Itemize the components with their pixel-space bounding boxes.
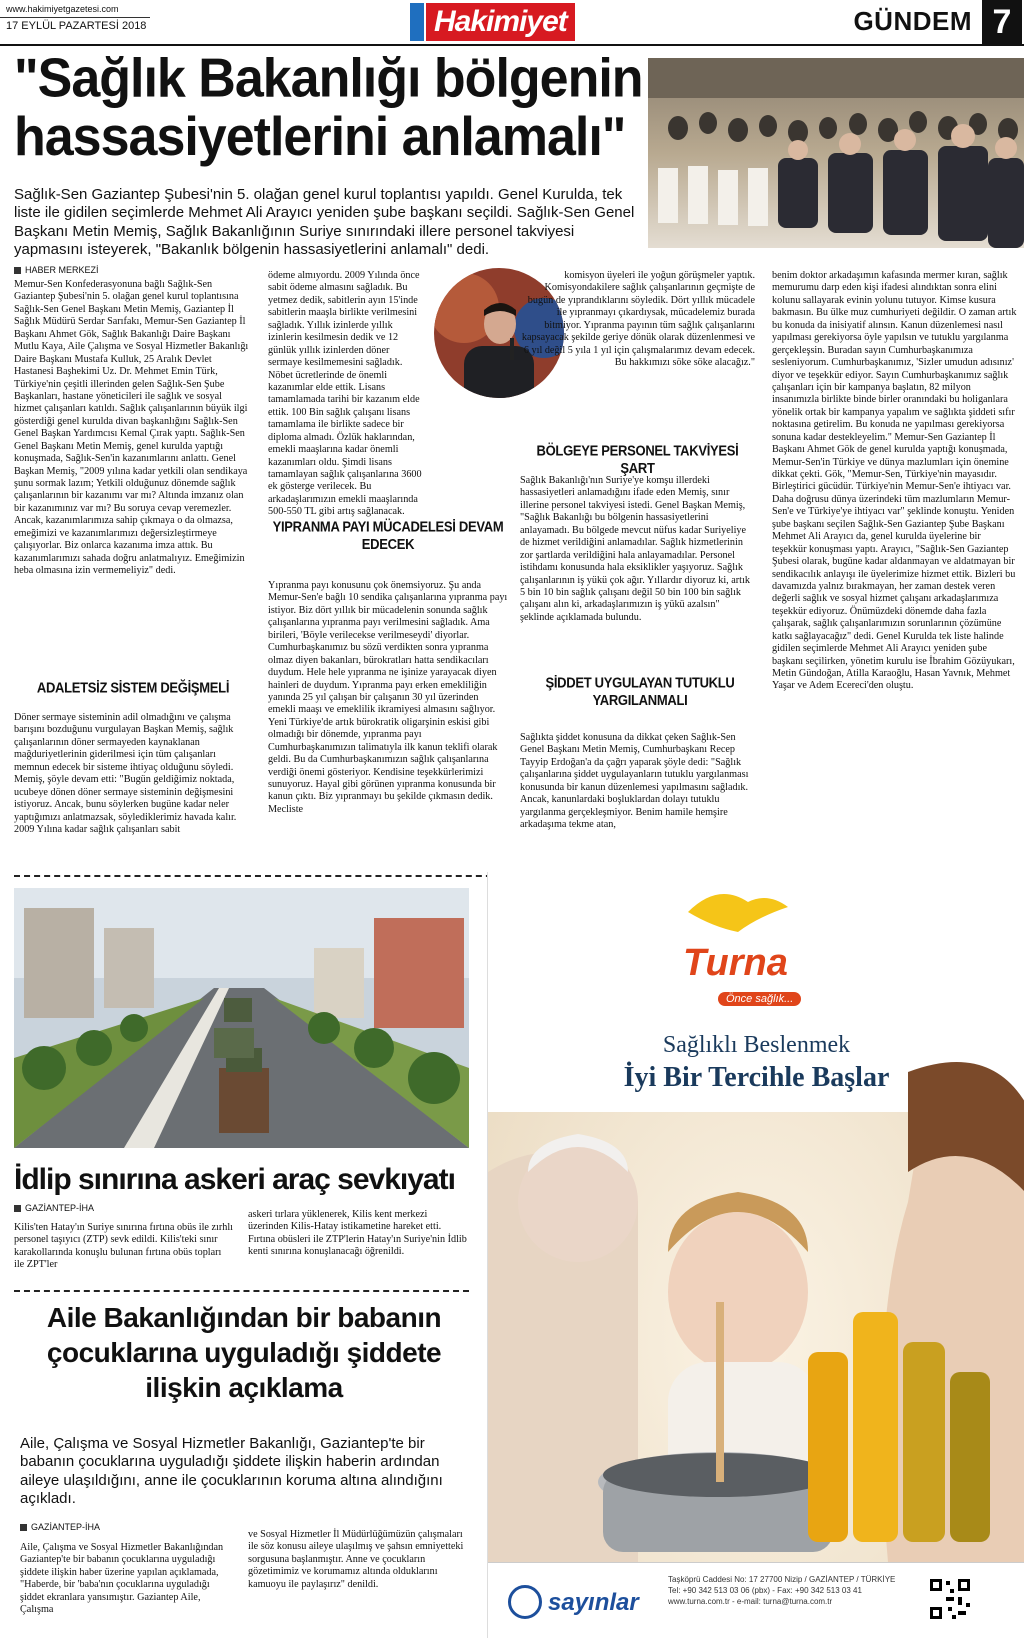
qr-code-icon[interactable] [928,1577,972,1621]
article1-col3a-text: komisyon üyeleri ile yoğun görüşmeler yaptık. Komisyondakilere sağlık çalışanlarının geçmişte de bugün de yıprandıklarını söyledik. Dört yıllık mücadele ile yıpranmayı çıkardıysak, mücadelemiz burada bitmiyor. Yıpranma payının tüm sağlık çalışanlarını kapsayacak şekilde geriye dönük olarak düzenlenmesi ve 6 yıl değil 5 yıla 1 yıl için çalışmalarımız devam edecek. Bu hakkımızı söke söke alacağız." [521,270,755,369]
byline-text: GAZİANTEP-İHA [31,1522,101,1532]
article1-col4-text: benim doktor arkadaşımın kafasında mermer kıran, sağlık memurumu darp eden kişi ifadesi alındıktan sonra elini kolunu sallayarak evinin yolunu tutuyor. Kimse kusura bakmasın. Bu ülke muz cumhuriyeti değildir. O zaman artık bu konuda da inisiyatif alınsın. Kanun düzenlemesi nasıl yapılması gerekiyorsa öyle yapılsın ve tutuklu yargılanma gerçekleşsin. Buradan sayın Cumhurbaşkanımıza sesleniyorum. Cumhurbaşkanımız, 'Sizler umudun adısınız' diyor ve teşekkür ediyor. Sayın Cumhurbaşkanımız sağlık çalışanları için bir kampanya başlatın, 82 milyon insanımızla birlikte binde birler oranındaki bu holiganlara yönelik ortak bir kampanya yapalım ve sağlıkta şiddeti sıfır noktasına getirelim. Bu konuda ne yapılması gerekiyorsa sonuna kadar destekleyelim." Memur-Sen Gaziantep İl Başkanı Ahmet Gök de genel kurulda yaptığı konuşmada, Memur-Sen'in Türkiye ve dünya mazlumları için önemine dikkat çekti. Gök, "Memur-Sen, Türkiye'nin mayasıdır. Birleştirici gücüdür. Türkiye'nin Memur-Sen'e ihtiyacı var. Daha doğrusu dünya üzerindeki tüm mazlumların Memur-Sen'e ve Türkiye'ye ihtiyacı var" şeklinde konuştu. Yeniden şube başkanı seçilen Sağlık-Sen Gaziantep Şube Başkanı Mehmet Ali Arayıcı da, genel kurulda üyelerine bir teşekkür konuşması yaptı. Arayıcı, "Sağlık-Sen Gaziantep Şubesi olarak, bugüne kadar aldanmayan ve aldatmayan bir sendikacılık anlayışı ile üyelerimize hizmet ettik. Bizleri bu davamızda yalnız bırakmayan, her zaman destek veren değerli sağlık ve sosyal hizmet çalışanı arkadaşlarımıza teşekkür ediyoruz. Önümüzdeki dönemde daha fazla çalışarak, sağlık çalışanlarımızın sorunlarının çözümüne katkı sağlayacağız" dedi. Genel Kurulda tek liste halinde gidilen seçimlerde Mehmet Ali Arayıcı yeniden şube başkanı seçilirken, yönetim kurulu ise İbrahim Gözüyukarı, Metin Gündoğan, Atilla Karaoğlu, Hasan Yavnık, Mehmet Yaşar ve Adem Ecereci'den oluştu. [772,270,1017,692]
convoy-photo [14,888,469,1148]
byline-marker [14,1205,21,1212]
conference-photo [648,58,1024,248]
article3-byline [20,1522,100,1532]
ad-headline-1: Sağlıklı Beslenmek [662,1032,851,1058]
article1-col2b-text: Yıpranma payı konusunu çok önemsiyoruz. Şu anda Memur-Sen'e bağlı 10 sendika çalışanlarına yıpranma payı istiyor. Biz dört yıllık bir mücadelenin sonunda sağlık çalışanlarına yıpranma payı verilmesini sağladık. Ama birileri, 'Böyle verilecekse verilmeseydi' diyorlar. Cumhurbaşkanımız bu sözü verdikten sonra yıpranma olmaz diyen bakanları, bürokratları hatta sendikacıları duydum. Hele hele yıpranma ne işinize yarayacak diyen hainleri de duydum. Yıpranma payı erken emekliliğin yanında 25 yıl çalışan bir çalışanın 30 yıl üzerinden emekli maaşı ve emeklilik ikramiyesi almasını sağlıyor. Yeni Türkiye'de artık bürokratik oligarşinin eskisi gibi olmadığı bir dönemde, yıpranma payı Cumhurbaşkanımızın talimatıyla ilk kanun teklifi olarak geldi. Bu da Cumhurbaşkanımızın sağlık çalışanlarına verdiği önemi gösteriyor. Kendisine teşekkürlerimizi sunuyoruz. Hayal gibi görünen yıpranma konusunda bir kanun çıktı. Biz yıpranmayı bu şekilde çıkmasın dedik. Mecliste [268,580,508,815]
article3-col2-text: ve Sosyal Hizmetler İl Müdürlüğümüzün çalışmaları ile söz konusu aileye ulaşılmış ve şahsın emniyetteki sorgusuna başlanmıştır. Anne ve çocukların gözetimimiz ve korumamız altında olduklarını kamuoyu ile paylaşırız" denildi. [248,1529,464,1590]
article2-byline [14,1203,94,1213]
article1-column1 [14,279,252,578]
article3-col1-text: Aile, Çalışma ve Sosyal Hizmetler Bakanlığından Gaziantep'te bir babanın çocuklarına uyguladığı şiddete ilişkin haber üzerine yapılan açıklamada, "Haberde, bir 'baba'nın çocuklarına uyguladığı şiddet ekranlara yansımıştır. Gaziantep Aile, Çalışma [20,1542,224,1616]
article1-headline: "Sağlık Bakanlığı bölgenin hassasiyetlerini anlamalı" [14,48,643,169]
ad-tagline: Önce sağlık... [718,992,801,1006]
article1-col1b-text: Döner sermaye sisteminin adil olmadığını ve çalışma barışını bozduğunu vurgulayan Başkan Memiş, sağlık çalışanlarının döner sermayeden kaynaklanan mağduriyetlerinin giderilmesi için tüm çalışanları memnun edecek bir sisteme ihtiyaç olduğunu söyledi. Memiş, şöyle devam etti: "Bugün geldiğimiz noktada, ucubeye dönen döner sermaye sisteminin değişmesini istiyoruz. Ancak, bunu söylerken bugüne kadar neler yaptığımızı anlatmazsak, söylediklerimiz havada kalır. 2009 Yılına kadar sağlık çalışanları sabit [14,712,237,835]
article2-headline: İdlip sınırına askeri araç sevkıyatı [14,1163,455,1196]
byline-text: GAZİANTEP-İHA [25,1203,95,1213]
page-header [0,0,1024,46]
article1-byline [14,265,99,275]
article1-column2 [268,270,423,519]
convoy-photo-image [14,888,469,1148]
ad-footer [488,1562,1024,1638]
article2-column1 [14,1222,234,1272]
article2-column2 [248,1209,468,1259]
sayinlar-logo-icon [508,1585,542,1619]
ad-brand: Turna [683,942,788,984]
site-url[interactable]: www.hakimiyetgazetesi.com [6,4,119,14]
subheading-bolgeye: BÖLGEYE PERSONEL TAKVİYESİ ŞART [536,442,739,477]
article1-column4 [772,270,1017,693]
byline-marker [20,1524,27,1531]
page-number: 7 [982,0,1022,44]
article3-column2 [248,1529,468,1591]
article1-column1b [14,712,252,836]
issue-date: 17 EYLÜL PAZARTESİ 2018 [6,20,147,32]
ad-headline-2: İyi Bir Tercihle Başlar [623,1062,890,1093]
ad-contact [668,1575,908,1607]
ad-company: sayınlar [548,1589,639,1616]
turna-advertisement[interactable] [487,872,1024,1638]
article1-col2-text: ödeme almıyordu. 2009 Yılında önce sabit ödeme almasını sağladık. Bu yetmez dedik, sabitlerin ayın 15'inde sabitlerin maaşla birlikte verilmesini sağladık. Yıllık izinlerde yıllık izinlerin kesilmesin dedik ve 12 günlük yıllık izinlerden döner sermaye kesilmemesini sağladık. Nöbet ücretlerinde de önemli kazanımlar elde ettik. Lisans tamamlamada tarihi bir kazanım elde ettik. 100 Bin sağlık çalışanı lisans tamamlama ile birlikte sadece bir diploma almadı. Özlük haklarından, emekli maaşlarına kadar önemli kazanımları oldu. Şimdi lisans tamamlayan sağlık çalışanlarına 3600 ek gösterge verilecek. Bu arkadaşlarımızın emekli maaşlarında 500-550 TL gibi artış sağlanacak. [268,270,422,518]
newspaper-logo [410,2,575,42]
article1-lead: Sağlık-Sen Gaziantep Şubesi'nin 5. olağan genel kurul toplantısı yapıldı. Genel Kurulda, tek liste ile gidilen seçimlerde Mehmet Ali Arayıcı yeniden şube başkanı seçildi. Sağlık-Sen Genel Başkanı Metin Memiş, Sağlık Bakanlığının Suriye sınırındaki illere personel takviyesi yapmasını isteyerek, "Bakanlık bölgenin hassasiyetlerini anlamalı" dedi. [14,186,635,258]
section-name: GÜNDEM [853,6,972,36]
ad-phone: Tel: +90 342 513 03 06 (pbx) - Fax: +90 342 513 03 41 [668,1585,862,1595]
byline-marker [14,267,21,274]
article1-column3c [520,732,755,832]
subheading-siddet: ŞİDDET UYGULAYAN TUTUKLU YARGILANMALI [545,674,735,709]
article1-col3b-text: Sağlık Bakanlığı'nın Suriye'ye komşu illerdeki hassasiyetleri anlamadığını ifade eden Memiş, sınır illerine personel takviyesi istedi. Genel Başkan Memiş, "Sağlık Bakanlığı bu bölgenin hassasiyetlerini anlayamadı. Bu bölgede mevcut nüfus kadar Suriyeliye de hizmet verildiğini anlamadılar. Sağlık hizmetlerinin zor şartlarda verildiğini hala anlayamadılar. Personel istihdamı konusunda hala eksiklikler yaşıyoruz. Sağlık çalışanlarının iş yükü çok ağır. Yıllardır diyoruz ki, artık 5 bin 10 bin sağlık çalışanı değil 50 bin 100 bin sağlık çalışanı alın ki, arkadaşlarımızın iş yükü azalsın" şeklinde açıklamada bulundu. [520,475,750,623]
subheading-yipranma: YIPRANMA PAYI MÜCADELESİ DEVAM EDECEK [272,518,504,553]
conference-photo-image [648,58,1024,248]
article1-column3b [520,475,755,624]
article1-col3c-text: Sağlıkta şiddet konusuna da dikkat çeken Sağlık-Sen Genel Başkanı Metin Memiş, Cumhurbaşkanı Recep Tayyip Erdoğan'a da çağrı yaparak şöyle dedi: "Sağlık çalışanlarına şiddet uygulayanların tutuklu yargılanması konusunda bir kanun düzenlemesi yapılmasını sağladık. Ancak, kanunlardaki boşluklardan dolayı tutuklu yargılanma gerçekleşmiyor. Benim hamile hemşire arkadaşıma tekme atan, [520,732,749,831]
article1-col1-text: Memur-Sen Konfederasyonuna bağlı Sağlık-Sen Gaziantep Şubesi'nin 5. olağan genel kurul toplantısına Sağlık-Sen Genel Başkanı Metin Memiş, Gaziantep İl Sağlık Müdürü Serdar Sarıfakı, Memur-Sen Gaziantep İl Başkanı Ahmet Gök, Sağlık Bakanlığı Daire Başkanı Mutlu Kaya, Aile Çalışma ve Sosyal Hizmetler Bakanlığı Daire Başkanı Mustafa Kulluk, 25 Aralık Devlet Hastanesi Başhekimi Uz. Dr. Mehmet Emin Türk, Türkiye'nin çeşitli illerinden gelen Sağlık-Sen Şube Başkanları, hastane yöneticileri ile sağlık ve sosyal hizmet çalışanları katıldı. Sağlık çalışanlarının büyük ilgi gösterdiği genel kurulda divan başkanlığını Sağlık-Sen Genel Başkan Yardımcısı Kemal Çırak yaptı. Sağlık-Sen Genel Başkanı Metin Memiş, genel kurulda yaptığı konuşmada, Sağlık-Sen'in kazanımlarını anlattı. Genel Başkan Memiş, "2009 yılına kadar yetkili olan sendikaya şunu sormak lazım; Yetkili olduğunuz dönemde sağlık çalışanlarının bir kazanımı var mı? Altında imzanız olan bir kazanımınız var mı? Bu soruya cevap veremezler. Ancak, kazanımlarımıza sahip çıkmaya o da olmazsa, emeğimizi ve kazanımlarımızı değersizleştirmeye çalışıyorlar. Biz onlarca kazanıma imza attık. Bu kazanımlarımızı sahada doğru anlatmalıyız. Emeğimizin heba olmasına izin vermemeliyiz" dedi. [14,279,249,577]
byline-text: HABER MERKEZİ [25,265,99,275]
article1-column3a [520,270,755,370]
article3-column1 [20,1542,235,1617]
logo-blue-block [410,3,424,41]
ad-background [488,872,1024,1638]
ad-address: Taşköprü Caddesi No: 17 27700 Nizip / GAZİANTEP / TÜRKİYE [668,1575,896,1584]
subheading-adaletsiz: ADALETSİZ SİSTEM DEĞİŞMELİ [36,679,230,696]
ad-web[interactable]: www.turna.com.tr - e-mail: turna@turna.com.tr [668,1596,833,1606]
header-rule [0,17,150,18]
article2-col2-text: askeri tırlara yüklenerek, Kilis kent merkezi üzerinden Kilis-Hatay istikametine hareket etti. Fırtına obüsleri ile ZTP'lerin Hatay'ın Suriye'nin İdlib kenti sınırına konuşlanacağı öğrenildi. [248,1209,467,1258]
article1-column2b [268,580,508,816]
logo-text: Hakimiyet [426,3,575,41]
article2-col1-text: Kilis'ten Hatay'ın Suriye sınırına fırtına obüs ile zırhlı personel taşıyıcı (ZTP) sevk edildi. Kilis'teki sınır karakollarında konuşlu bulunan fırtına obüs topları ile ZPT'ler [14,1222,233,1271]
article3-headline: Aile Bakanlığından bir babanın çocuklarına uyguladığı şiddete ilişkin açıklama [46,1302,442,1403]
section-divider-2 [14,1290,469,1292]
article3-lead: Aile, Çalışma ve Sosyal Hizmetler Bakanlığı, Gaziantep'te bir babanın çocuklarına uyguladığı şiddete ilişkin haberin ardından aileye ulaşıldığını, anne ile çocuklarının koruma altına alındığını açıkladı. [20,1435,443,1507]
